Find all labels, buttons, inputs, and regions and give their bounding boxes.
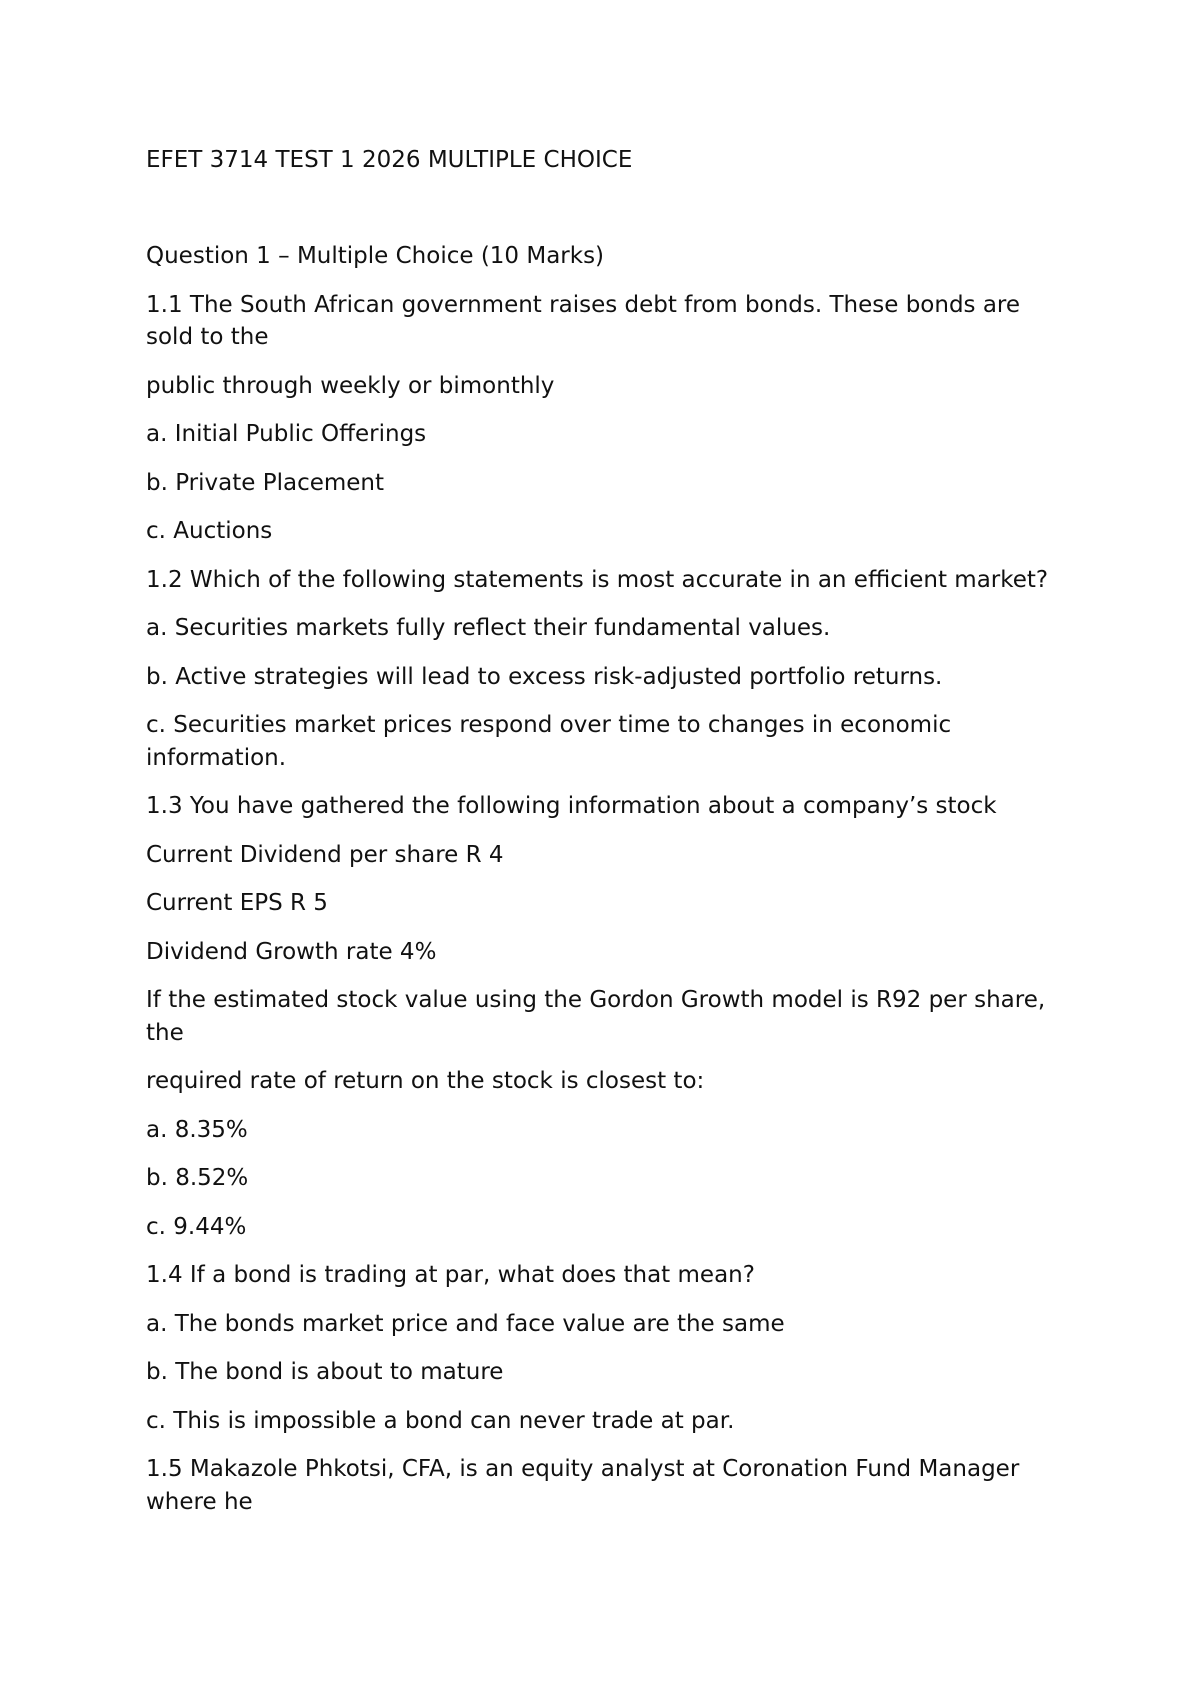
document-body — [146, 240, 1056, 1534]
question-1-4-option-c: c. This is impossible a bond can never trade at par. — [146, 1407, 735, 1434]
question-1-3-prompt: If the estimated stock value using the Gordon Growth model is R92 per share, the — [146, 987, 1046, 1046]
question-1-1-text-cont: public through weekly or bimonthly — [146, 372, 555, 399]
question-1-1-option-b: b. Private Placement — [146, 469, 385, 496]
question-1-3-prompt-cont: required rate of return on the stock is closest to: — [146, 1068, 705, 1094]
question-1-1-option-a: a. Initial Public Offerings — [146, 421, 427, 447]
question-heading: Question 1 – Multiple Choice (10 Marks) — [146, 243, 605, 269]
question-1-3-info-eps: Current EPS R 5 — [146, 890, 328, 916]
question-1-2-option-b: b. Active strategies will lead to excess risk-adjusted portfolio returns. — [146, 663, 943, 690]
document-title: EFET 3714 TEST 1 2026 MULTIPLE CHOICE — [146, 147, 633, 173]
question-1-1-text: 1.1 The South African government raises debt from bonds. These bonds are sold to the — [146, 291, 1021, 350]
question-1-5-text: 1.5 Makazole Phkotsi, CFA, is an equity analyst at Coronation Fund Manager where he — [146, 1456, 1020, 1515]
question-1-1-option-c: c. Auctions — [146, 518, 273, 544]
question-1-3-option-b: b. 8.52% — [146, 1165, 249, 1191]
question-1-2-text: 1.2 Which of the following statements is most accurate in an efficient market? — [146, 566, 1049, 593]
question-1-4-option-a: a. The bonds market price and face value are the same — [146, 1310, 785, 1337]
question-1-3-option-c: c. 9.44% — [146, 1213, 247, 1240]
question-1-3-text: 1.3 You have gathered the following information about a company’s stock — [146, 793, 997, 819]
question-1-3-info-growth: Dividend Growth rate 4% — [146, 938, 437, 965]
question-1-4-text: 1.4 If a bond is trading at par, what does that mean? — [146, 1262, 755, 1288]
question-1-2-option-c: c. Securities market prices respond over time to changes in economic information. — [146, 712, 952, 771]
question-1-3-option-a: a. 8.35% — [146, 1116, 248, 1143]
question-1-4-option-b: b. The bond is about to mature — [146, 1359, 504, 1385]
question-1-2-option-a: a. Securities markets fully reflect their fundamental values. — [146, 615, 831, 641]
question-1-3-info-dividend: Current Dividend per share R 4 — [146, 841, 504, 868]
